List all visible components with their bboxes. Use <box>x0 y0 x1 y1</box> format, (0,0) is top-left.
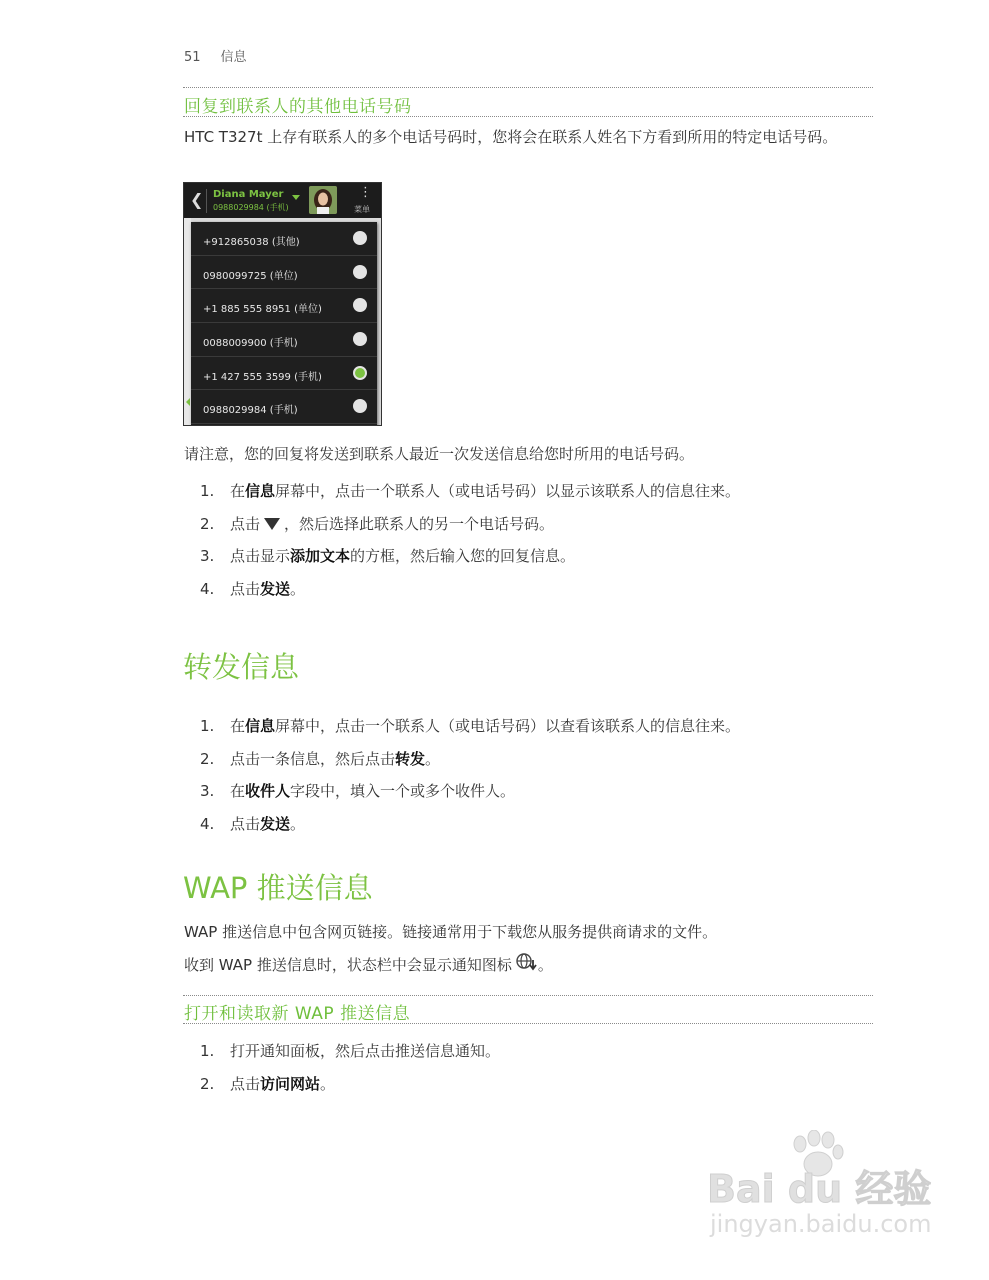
list-item <box>200 512 740 545</box>
divider <box>183 87 873 88</box>
dropdown-arrow-icon[interactable] <box>292 195 300 200</box>
step-text: 打开通知面板，然后点击推送信息通知。 <box>230 1042 501 1060</box>
step-number: 2. <box>200 514 215 533</box>
phone-number-label: +912865038 (其他) <box>203 237 300 248</box>
section-heading-open-wap: 打开和读取新 WAP 推送信息 <box>184 1004 411 1024</box>
wap-push-icon <box>516 953 538 978</box>
phone-number-option[interactable] <box>191 390 377 424</box>
radio-button[interactable] <box>353 265 367 279</box>
step-number: 3. <box>200 782 215 800</box>
step-number: 1. <box>200 1042 215 1060</box>
wap-paragraph-text: 收到 WAP 推送信息时，状态栏中会显示通知图标 <box>184 956 512 974</box>
header-section: 信息 <box>220 50 247 65</box>
list-item <box>200 544 740 577</box>
step-text: 字段中，填入一个或多个收件人。 <box>290 782 516 800</box>
watermark-brand: Bai du 经验 <box>707 1167 932 1211</box>
step-text: 在 <box>230 782 246 800</box>
step-keyword: 信息 <box>245 717 276 735</box>
phone-title-bar <box>184 183 381 218</box>
avatar <box>309 186 337 214</box>
page-header <box>184 46 247 65</box>
step-text: 在 <box>230 717 246 735</box>
step-text: 点击 <box>230 579 261 598</box>
phone-number-dropdown <box>191 222 377 426</box>
phone-number-label: +1 885 555 8951 (单位) <box>203 304 322 316</box>
step-keyword: 发送 <box>260 579 291 598</box>
phone-number-option[interactable] <box>191 289 377 323</box>
phone-number-option[interactable] <box>191 256 377 290</box>
step-text: 屏幕中，点击一个联系人（或电话号码）以查看该联系人的信息往来。 <box>275 717 741 735</box>
section-heading-wap: WAP 推送信息 <box>183 871 373 905</box>
step-text: 在 <box>230 482 246 500</box>
step-text: 的方框，然后输入您的回复信息。 <box>350 547 576 565</box>
list-item <box>200 1072 500 1105</box>
step-text: 点击一条信息，然后点击 <box>230 749 396 768</box>
baidu-watermark <box>700 1130 940 1260</box>
back-arrow-icon[interactable]: ❮ <box>190 190 204 209</box>
step-number: 4. <box>200 814 215 833</box>
phone-number-label: +1 427 555 3599 (手机) <box>203 371 322 383</box>
radio-button[interactable] <box>353 332 367 346</box>
list-item <box>200 779 740 812</box>
intro-paragraph: HTC T327t 上存有联系人的多个电话号码时，您将会在联系人姓名下方看到所用的特定电话号码。 <box>184 128 838 146</box>
radio-button[interactable] <box>353 399 367 413</box>
menu-dots-icon[interactable]: ⋮ <box>359 185 372 200</box>
menu-label[interactable]: 菜单 <box>354 205 370 214</box>
step-number: 2. <box>200 749 215 768</box>
list-item <box>200 1039 500 1072</box>
step-number: 1. <box>200 482 215 500</box>
step-text: 点击显示 <box>230 547 291 565</box>
step-text: 点击 <box>230 814 261 833</box>
radio-button[interactable] <box>353 366 367 380</box>
step-number: 3. <box>200 547 215 565</box>
step-text: 。 <box>425 749 441 768</box>
step-number: 2. <box>200 1074 215 1093</box>
step-keyword: 访问网站 <box>260 1074 321 1093</box>
phone-number-label: 0088009900 (手机) <box>203 338 298 350</box>
step-text: 。 <box>290 579 306 598</box>
section-heading-reply: 回复到联系人的其他电话号码 <box>184 97 412 117</box>
step-text: 点击 <box>230 1074 261 1093</box>
wap-paragraph-1: WAP 推送信息中包含网页链接。链接通常用于下载您从服务提供商请求的文件。 <box>184 923 718 941</box>
step-text: 。 <box>290 814 306 833</box>
step-number: 4. <box>200 579 215 598</box>
phone-number-label: 0980099725 (单位) <box>203 270 298 282</box>
wap-steps <box>200 1039 500 1104</box>
note-paragraph: 请注意，您的回复将发送到联系人最近一次发送信息给您时所用的电话号码。 <box>184 445 695 463</box>
forward-steps <box>200 714 740 844</box>
phone-number-option[interactable] <box>191 222 377 256</box>
background-strip <box>184 218 191 426</box>
list-item <box>200 747 740 780</box>
section-heading-forward: 转发信息 <box>183 650 300 684</box>
phone-number-label: 0988029984 (手机) <box>203 405 298 417</box>
divider <box>183 116 873 117</box>
list-item <box>200 714 740 747</box>
list-item <box>200 479 740 512</box>
step-number: 1. <box>200 717 215 735</box>
radio-button[interactable] <box>353 298 367 312</box>
phone-screenshot <box>183 182 382 426</box>
step-keyword: 转发 <box>395 749 426 768</box>
radio-button[interactable] <box>353 231 367 245</box>
contact-number: 0988029984 (手机) <box>213 203 289 212</box>
step-keyword: 发送 <box>260 814 291 833</box>
list-item <box>200 812 740 845</box>
page-number: 51 <box>184 50 201 65</box>
strip-marker <box>186 398 190 406</box>
contact-name: Diana Mayer <box>213 189 284 200</box>
phone-number-option[interactable] <box>191 357 377 391</box>
wap-paragraph-2 <box>184 953 864 978</box>
step-text: 点击 <box>230 514 261 533</box>
watermark-url: jingyan.baidu.com <box>710 1210 932 1238</box>
dropdown-arrow-icon <box>264 518 280 530</box>
step-keyword: 添加文本 <box>290 547 351 565</box>
divider <box>206 189 207 213</box>
divider <box>183 1023 873 1024</box>
phone-number-option[interactable] <box>191 323 377 357</box>
step-text: 屏幕中，点击一个联系人（或电话号码）以显示该联系人的信息往来。 <box>275 482 741 500</box>
wap-paragraph-end: 。 <box>537 956 553 974</box>
divider <box>183 995 873 996</box>
list-item <box>200 577 740 610</box>
reply-steps <box>200 479 740 609</box>
step-keyword: 信息 <box>245 482 276 500</box>
step-keyword: 收件人 <box>245 782 291 800</box>
step-text: 。 <box>320 1074 336 1093</box>
step-text: ，然后选择此联系人的另一个电话号码。 <box>284 514 555 533</box>
